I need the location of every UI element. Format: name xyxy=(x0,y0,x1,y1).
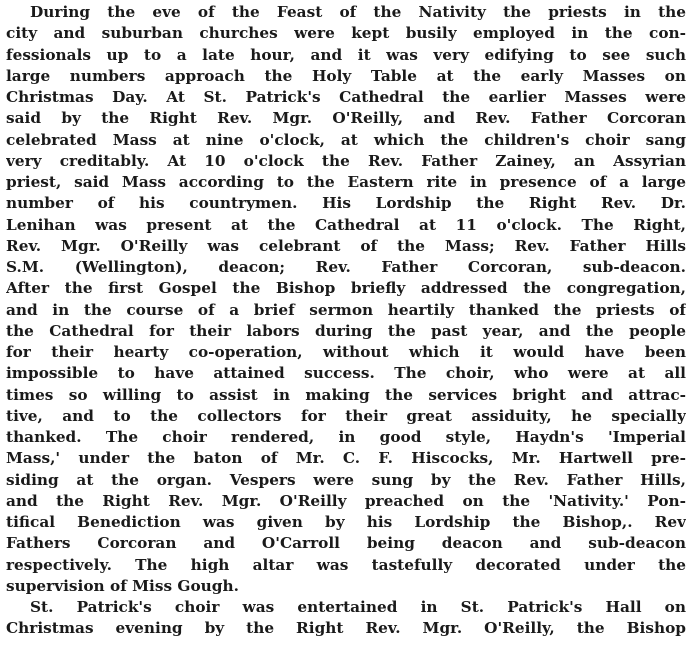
text-line: times so willing to assist in making the services bright and attrac- xyxy=(6,385,686,404)
text-line: Christmas Day. At St. Patrick's Cathedral the earlier Masses were xyxy=(6,88,686,106)
text-line: for their hearty co-operation, without which it would have been xyxy=(6,343,686,361)
text-line: impossible to have attained success. The choir, who were at all xyxy=(6,364,686,383)
text-line: siding at the organ. Vespers were sung by the Rev. Father Hills, xyxy=(6,470,686,489)
text-line: Christmas evening by the Right Rev. Mgr. O'Reilly, the Bishop xyxy=(6,619,686,638)
text-line: said by the Right Rev. Mgr. O'Reilly, and Rev. Father Corcoran xyxy=(6,109,686,128)
text-line: S.M. (Wellington), deacon; Rev. Father Corcoran, sub-deacon. xyxy=(6,258,686,276)
text-line: and the Right Rev. Mgr. O'Reilly preached on the 'Nativity.' Pon- xyxy=(6,491,686,510)
text-line: and in the course of a brief sermon heartily thanked the priests of xyxy=(6,300,686,319)
text-line: number of his countrymen. His Lordship the Right Rev. Dr. xyxy=(6,194,686,213)
text-line: Mass,' under the baton of Mr. C. F. Hiscocks, Mr. Hartwell pre- xyxy=(6,449,686,468)
text-line: city and suburban churches were kept busily employed in the con- xyxy=(6,24,686,43)
text-line: After the first Gospel the Bishop briefly addressed the congregation, xyxy=(6,279,686,298)
text-line: fessionals up to a late hour, and it was very edifying to see such xyxy=(6,45,686,64)
text-line: the Cathedral for their labors during the past year, and the people xyxy=(6,321,686,340)
text-line: supervision of Miss Gough. xyxy=(6,576,239,595)
text-line: tive, and to the collectors for their great assiduity, he specially xyxy=(6,406,686,425)
text-line: thanked. The choir rendered, in good style, Haydn's 'Imperial xyxy=(6,428,686,446)
text-line: very creditably. At 10 o'clock the Rev. Father Zainey, an Assyrian xyxy=(6,151,686,170)
article-paragraph-2 xyxy=(6,597,686,640)
text-line: priest, said Mass according to the Eastern rite in presence of a large xyxy=(6,173,686,191)
text-line: respectively. The high altar was tastefully decorated under the xyxy=(6,555,686,574)
text-line: large numbers approach the Holy Table at the early Masses on xyxy=(6,66,686,85)
article-paragraph-1 xyxy=(6,2,686,597)
text-line: Rev. Mgr. O'Reilly was celebrant of the Mass; Rev. Father Hills xyxy=(6,236,686,255)
text-line: tifical Benediction was given by his Lordship the Bishop,. Rev xyxy=(6,513,686,531)
text-line: Lenihan was present at the Cathedral at 11 o'clock. The Right, xyxy=(6,215,686,234)
text-line: celebrated Mass at nine o'clock, at which the children's choir sang xyxy=(6,130,686,149)
newspaper-article xyxy=(6,2,686,660)
text-line: St. Patrick's choir was entertained in St. Patrick's Hall on xyxy=(30,598,686,616)
text-line: During the eve of the Feast of the Nativity the priests in the xyxy=(30,3,686,21)
text-line: Fathers Corcoran and O'Carroll being deacon and sub-deacon xyxy=(6,534,686,553)
